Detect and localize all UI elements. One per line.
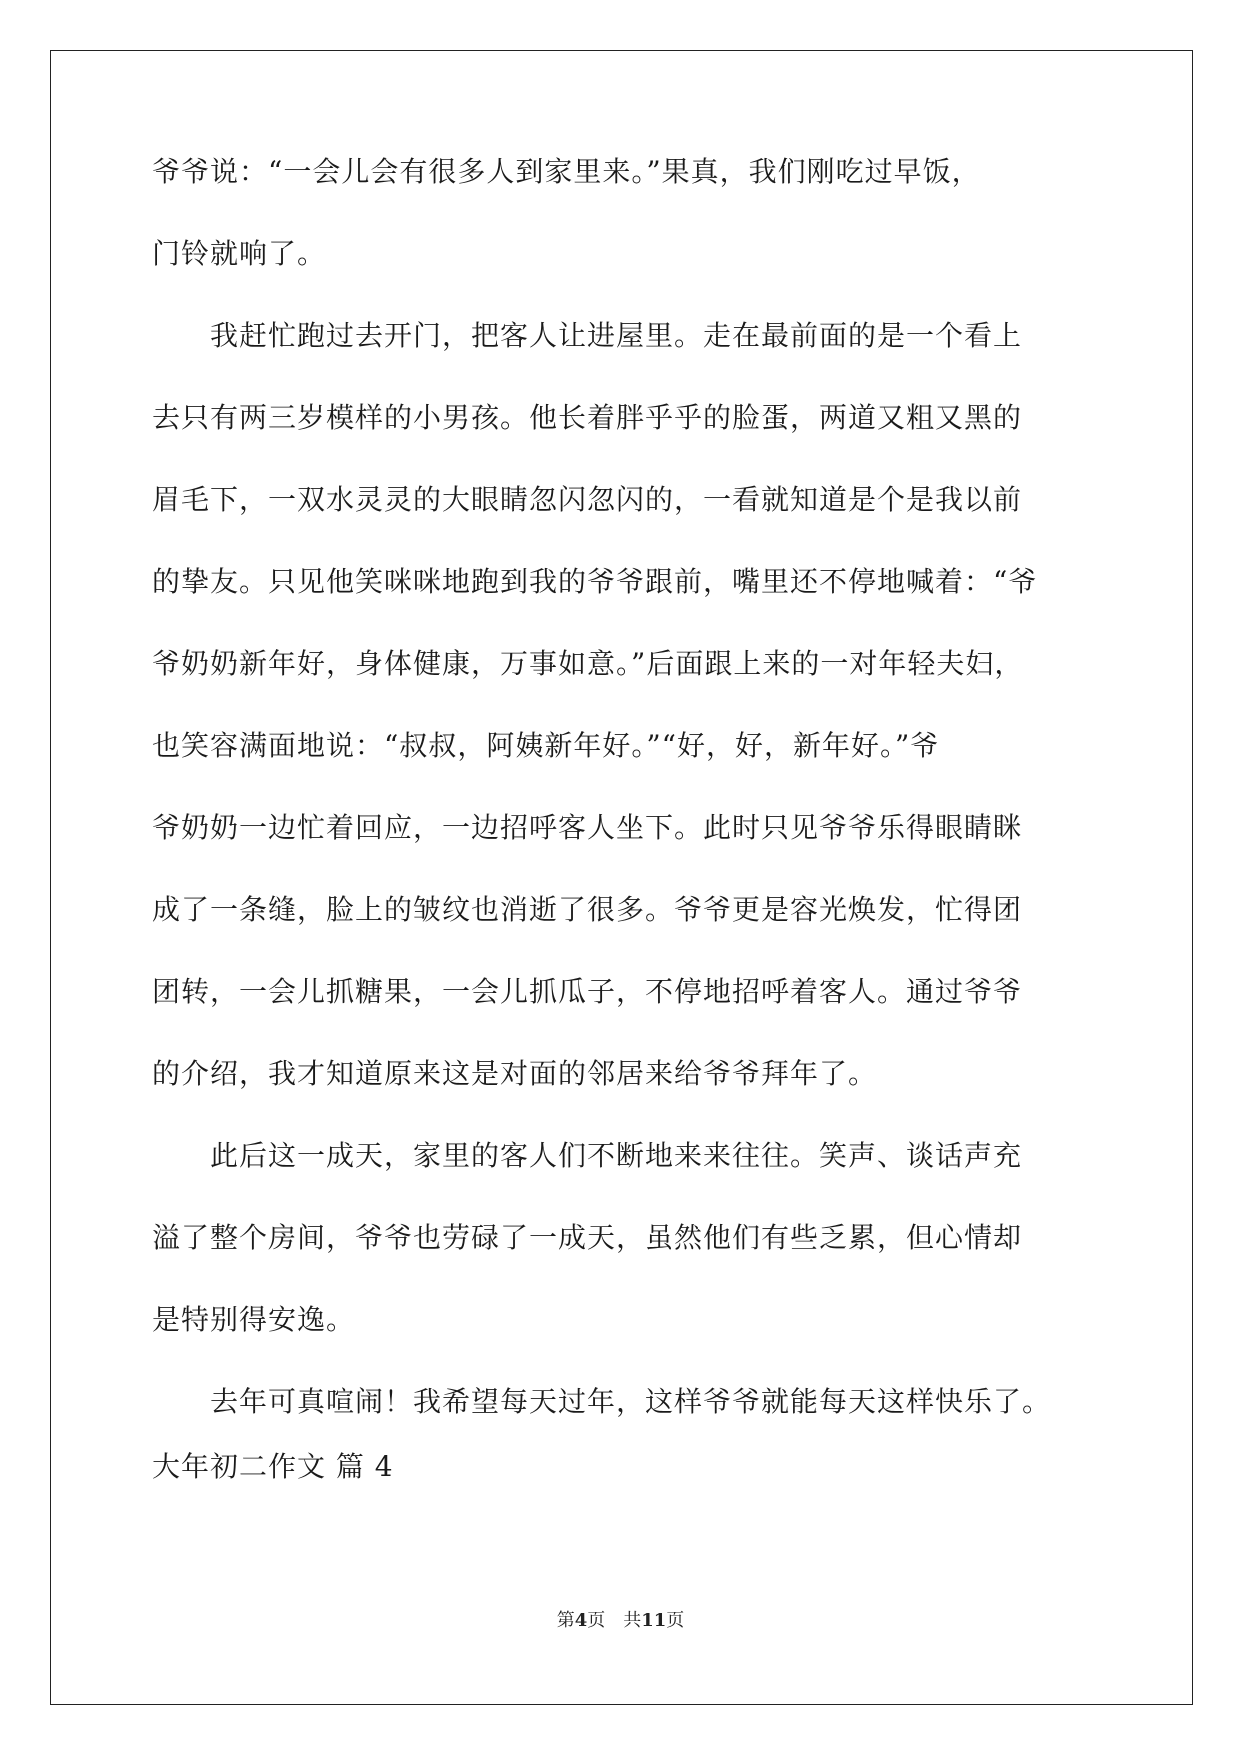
- text-line: 去年可真喧闹！我希望每天过年，这样爷爷就能每天这样快乐了。: [152, 1385, 1052, 1418]
- text-line: 成了一条缝，脸上的皱纹也消逝了很多。爷爷更是容光焕发，忙得团: [152, 893, 1023, 926]
- text-line: 也笑容满面地说：“叔叔，阿姨新年好。”“好，好，新年好。”爷: [152, 729, 940, 762]
- text-line: 门铃就响了。: [152, 237, 327, 270]
- text-line: 去只有两三岁模样的小男孩。他长着胖乎乎的脸蛋，两道又粗又黑的: [152, 401, 1023, 434]
- text-line: 爷爷说：“一会儿会有很多人到家里来。”果真，我们刚吃过早饭，: [152, 155, 981, 188]
- page-prefix: 第: [556, 1610, 575, 1631]
- total-suffix: 页: [666, 1610, 685, 1631]
- text-line: 是特别得安逸。: [152, 1303, 356, 1336]
- body-text: [152, 131, 1107, 1497]
- text-line: 溢了整个房间，爷爷也劳碌了一成天，虽然他们有些乏累，但心情却: [152, 1221, 1023, 1254]
- page-footer: [0, 1606, 1241, 1632]
- text-line: 团转，一会儿抓糖果，一会儿抓瓜子，不停地招呼着客人。通过爷爷: [152, 975, 1023, 1008]
- section-heading: 大年初二作文 篇 4: [152, 1450, 394, 1483]
- text-line: 此后这一成天，家里的客人们不断地来来往往。笑声、谈话声充: [152, 1139, 1023, 1172]
- text-line: 眉毛下，一双水灵灵的大眼睛忽闪忽闪的，一看就知道是个是我以前: [152, 483, 1023, 516]
- text-line: 的挚友。只见他笑咪咪地跑到我的爷爷跟前，嘴里还不停地喊着：“爷: [152, 565, 1038, 598]
- text-line: 爷奶奶一边忙着回应，一边招呼客人坐下。此时只见爷爷乐得眼睛眯: [152, 811, 1023, 844]
- page-suffix: 页: [587, 1610, 606, 1631]
- text-line: 我赶忙跑过去开门，把客人让进屋里。走在最前面的是一个看上: [152, 319, 1023, 352]
- page-number: 4: [574, 1610, 588, 1631]
- total-pages: 11: [641, 1610, 667, 1631]
- text-line: 爷奶奶新年好，身体健康，万事如意。”后面跟上来的一对年轻夫妇，: [152, 647, 1024, 680]
- total-prefix: 共: [623, 1610, 642, 1631]
- text-line: 的介绍，我才知道原来这是对面的邻居来给爷爷拜年了。: [152, 1057, 878, 1090]
